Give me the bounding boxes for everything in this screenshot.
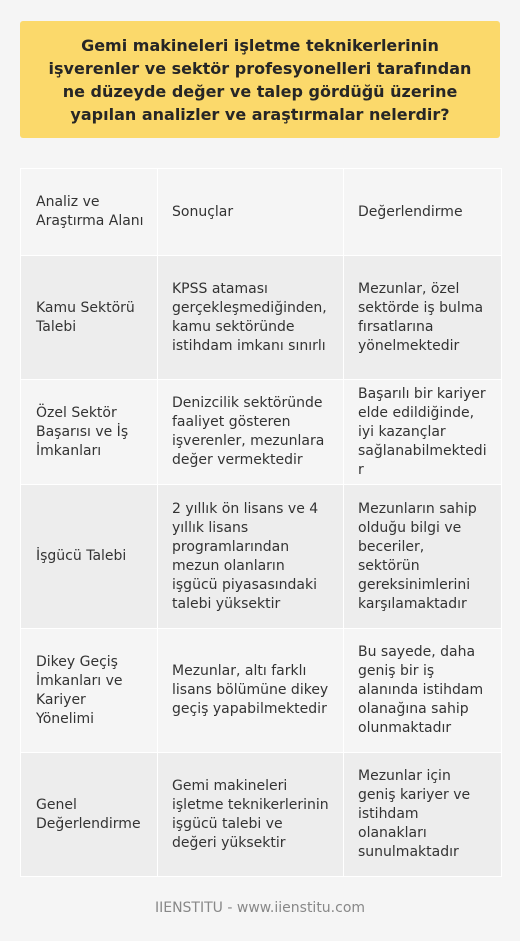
analysis-table xyxy=(20,168,502,877)
row-area-cell: Dikey Geçiş İmkanları ve Kariyer Yönelimi xyxy=(21,629,158,753)
table-row xyxy=(21,256,502,380)
table-row xyxy=(21,485,502,629)
footer-credit: IIENSTITU - www.iienstitu.com xyxy=(154,900,366,916)
row-results-cell: Denizcilik sektöründe faaliyet gösteren işverenler, mezunlara değer vermektedir xyxy=(158,380,344,485)
row-evaluation-cell: Başarılı bir kariyer elde edildiğinde, iyi kazançlar sağlanabilmektedir xyxy=(344,380,502,485)
row-results-cell: Gemi makineleri işletme teknikerlerinin işgücü talebi ve değeri yüksektir xyxy=(158,753,344,877)
row-evaluation-cell: Bu sayede, daha geniş bir iş alanında istihdam olanağına sahip olunmaktadır xyxy=(344,629,502,753)
table-row xyxy=(21,753,502,877)
row-results-cell: 2 yıllık ön lisans ve 4 yıllık lisans programlarından mezun olanların işgücü piyasasındaki talebi yüksektir xyxy=(158,485,344,629)
table-row xyxy=(21,629,502,753)
header-cell-area: Analiz ve Araştırma Alanı xyxy=(21,169,158,256)
row-area-cell: Kamu Sektörü Talebi xyxy=(21,256,158,380)
table-row xyxy=(21,380,502,485)
row-evaluation-cell: Mezunlar, özel sektörde iş bulma fırsatlarına yönelmektedir xyxy=(344,256,502,380)
row-results-cell: Mezunlar, altı farklı lisans bölümüne dikey geçiş yapabilmektedir xyxy=(158,629,344,753)
row-area-cell: İşgücü Talebi xyxy=(21,485,158,629)
title-banner xyxy=(20,21,500,138)
header-cell-results: Sonuçlar xyxy=(158,169,344,256)
row-results-cell: KPSS ataması gerçekleşmediğinden, kamu sektöründe istihdam imkanı sınırlı xyxy=(158,256,344,380)
row-area-cell: Özel Sektör Başarısı ve İş İmkanları xyxy=(21,380,158,485)
table-header-row xyxy=(21,169,502,256)
header-cell-evaluation: Değerlendirme xyxy=(344,169,502,256)
row-evaluation-cell: Mezunların sahip olduğu bilgi ve beceriler, sektörün gereksinimlerini karşılamaktadır xyxy=(344,485,502,629)
row-evaluation-cell: Mezunlar için geniş kariyer ve istihdam olanakları sunulmaktadır xyxy=(344,753,502,877)
page-title: Gemi makineleri işletme teknikerlerinin işverenler ve sektör profesyonelleri tarafından ne düzeyde değer ve talep gördüğü üzerine yapılan analizler ve araştırmalar nelerdir? xyxy=(48,35,472,124)
row-area-cell: Genel Değerlendirme xyxy=(21,753,158,877)
